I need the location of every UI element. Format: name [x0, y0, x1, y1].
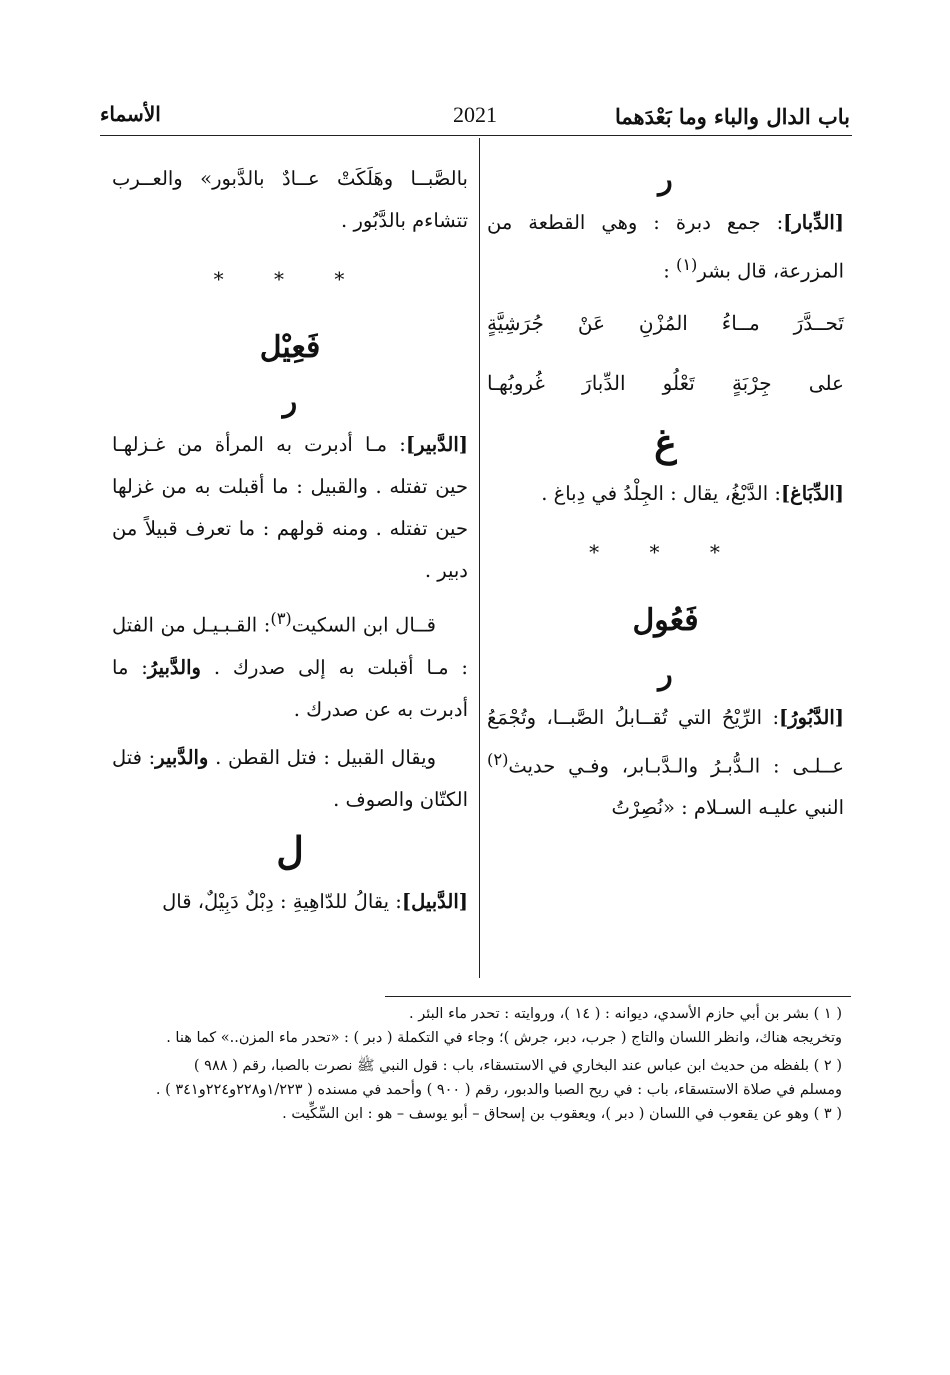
footnote-2-line-1: ( ٢ ) بلفظه من حديث ابن عباس عند البخاري في الاستسقاء، باب : قول النبي ﷺ نصرت بالصبا، رقم ( ٩٨٨ ) — [193, 1058, 842, 1074]
quote-ibn-sikkit — [112, 598, 468, 731]
page-number: 2021 — [453, 102, 497, 127]
right-column — [487, 158, 844, 829]
entry-text: : الرِّيْحُ التي تُقــابلُ الصَّبــا، وتُجْمَعُ عــلـى : الـدُّبـرُ والـدَّبـابر، وفـي حديث — [487, 705, 844, 777]
header-rule — [100, 135, 852, 136]
letter-heading-gh: غ — [654, 419, 677, 465]
verse-line-1: تَحــدَّرَ مــاءُ المُزْنِ عَنْ جُرَشِيَّةٍ — [487, 310, 844, 335]
entry-headword: والدَّبيرُ — [147, 655, 201, 679]
letter-heading-r: ر — [282, 384, 298, 419]
entry-text: : جمع دبرة : وهي القطعة من المزرعة، قال بشر — [487, 211, 844, 283]
entry-text: : — [663, 259, 670, 283]
entry-text: : يقالُ للدّاهِيةِ : دِبْلٌ دَبِيْلٌ، قال — [162, 889, 402, 913]
entry-text: النبي عليـه السـلام : «نُصِرْتُ — [611, 796, 844, 819]
entry-text: : القـبـيـل من الفتل : مـا أقبلت به إلى صدرك . — [112, 613, 469, 679]
section-separator: * * * — [589, 539, 742, 564]
footnotes — [112, 1002, 842, 1126]
footnote-ref: (٣) — [270, 609, 292, 628]
letter-heading-l: ل — [276, 827, 304, 873]
letter-heading-r1: ر — [658, 162, 673, 197]
entry-dibagh — [487, 473, 844, 515]
entry-text: : الدَّبْغُ، يقال : الجِلْدُ في دِباغ . — [541, 481, 781, 505]
footnote-rule — [385, 996, 851, 997]
chapter-title: باب الدال والباء وما بَعْدَهما — [615, 104, 850, 129]
footnote-3: ( ٣ ) وهو عن يقعوب في اللسان ( دبر )، ويعقوب بن إسحاق – أبو يوسف – هو : ابن السِّكِّيت . — [282, 1106, 842, 1122]
section-title: الأسماء — [100, 102, 161, 126]
entry-headword: والدَّبير — [155, 745, 209, 769]
quote-intro: قــال ابن السكيت — [291, 613, 437, 637]
entry-dabeer — [112, 424, 468, 592]
footnote-ref: (٢) — [487, 749, 509, 769]
running-header — [100, 98, 850, 134]
also-said-paragraph — [112, 737, 468, 821]
entry-headword: [الدِّبَاغ] — [780, 481, 844, 505]
entry-text: ويقال القبيل : فتل القطن . — [215, 745, 436, 769]
entry-dabur — [487, 697, 844, 830]
entry-text: : فتل الكتّان والصوف . — [112, 745, 468, 811]
footnote-ref: (١) — [675, 255, 698, 274]
column-divider — [479, 138, 480, 978]
entry-headword: [الدَّبُورُ] — [779, 705, 844, 729]
entry-headword: [الدَّبيل] — [401, 889, 468, 913]
entry-headword: [الدَّبير] — [405, 433, 468, 456]
entry-headword: [الدِّبار] — [783, 211, 844, 234]
left-column — [112, 158, 468, 923]
pattern-title-fa3ool: فَعُول — [632, 602, 699, 638]
footnote-2-line-2: ومسلم في صلاة الاستسقاء، باب : في ريح الصبا والدبور، رقم ( ٩٠٠ ) وأحمد في مسنده ( ١/٢٢٣و٢٢٨و٢٢٤و٣٤١ ) . — [155, 1082, 842, 1098]
letter-heading-r2: ر — [658, 656, 673, 692]
entry-dabeel — [112, 881, 468, 923]
entry-dubbar — [487, 202, 844, 293]
footnote-1-line-1: ( ١ ) بشر بن أبي حازم الأسدي، ديوانه : ( ١٤ )، وروايته : تحدر ماء البئر . — [409, 1006, 842, 1022]
section-separator: * * * — [213, 267, 367, 291]
footnote-1-line-2: وتخريجه هناك، وانظر اللسان والتاج ( جرب، دبر، جرش )؛ وجاء في التكملة ( دبر ) : «تحدر ماء المزن..» كما هنا . — [166, 1030, 842, 1046]
entry-text: : مـا أدبرت به المرأة من غـزلهـا حين تفتله . والقبيل : ما أقبلت به من غزلها حين تفتله . ومنه قولهم : ما تعرف قبيلاً من دبير . — [112, 433, 468, 582]
verse-line-2: على جِرْبَةٍ تَعْلُو الدِّبارَ غُروبُهـا — [487, 370, 844, 395]
pattern-title-fa3eel: فَعِيْل — [259, 330, 321, 365]
entry-text: : ما أدبرت به عن صدرك . — [112, 655, 468, 721]
continuation-text: بالصَّبــا وهَلَكَتْ عــادٌ بالدَّبور» والعــرب تتشاءم بالدَّبُور . — [112, 167, 468, 232]
